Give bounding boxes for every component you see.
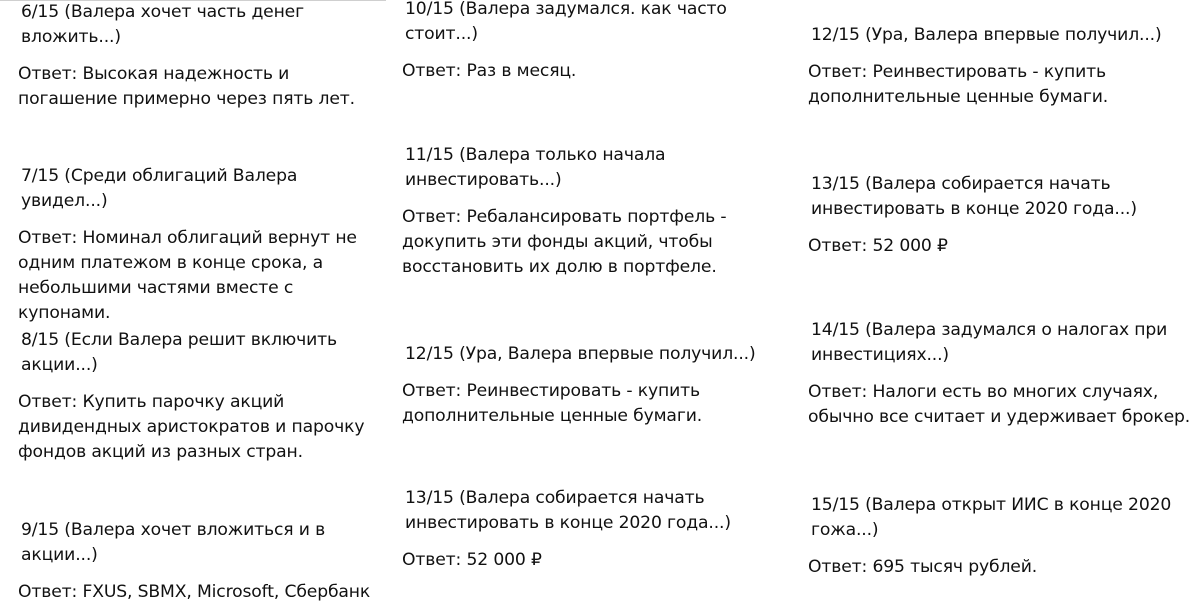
quiz-card-14	[808, 318, 1193, 430]
question-text: 12/15 (Ура, Валера впервые получил...)	[811, 25, 1162, 45]
question-text: 14/15 (Валера задумался о налогах при инвестициях...)	[811, 320, 1168, 365]
question-text: 10/15 (Валера задумался. как часто стоит...)	[405, 0, 727, 44]
answer-text: Ответ: FXUS, SBMX, Microsoft, Сбербанк	[18, 582, 371, 602]
quiz-card-6	[18, 0, 388, 112]
quiz-card-11	[402, 143, 782, 280]
column-left	[18, 0, 388, 604]
question-text: 13/15 (Валера собирается начать инвестировать в конце 2020 года...)	[811, 174, 1137, 219]
answer-text: Ответ: Купить парочку акций дивидендных аристократов и парочку фондов акций из разных стран.	[18, 392, 365, 462]
quiz-card-7	[18, 164, 388, 326]
answer-text: Ответ: Ребалансировать портфель - докупить эти фонды акций, чтобы восстановить их долю в портфеле.	[402, 207, 727, 277]
answer-text: Ответ: Раз в месяц.	[402, 61, 577, 81]
answer-text: Ответ: Номинал облигаций вернут не одним платежом в конце срока, а небольшими частями вместе с купонами.	[18, 228, 357, 323]
answer-text: Ответ: Высокая надежность и погашение примерно через пять лет.	[18, 64, 355, 109]
answer-text: Ответ: Налоги есть во многих случаях, обычно все считает и удерживает брокер.	[808, 382, 1191, 427]
question-text: 9/15 (Валера хочет вложиться и в акции...)	[21, 520, 326, 565]
quiz-card-12-repeat	[808, 23, 1193, 110]
quiz-card-12	[402, 342, 782, 429]
quiz-card-13-repeat	[808, 172, 1193, 259]
quiz-card-15	[808, 493, 1193, 580]
question-text: 6/15 (Валера хочет часть денег вложить...)	[21, 2, 304, 47]
answer-text: Ответ: 52 000 ₽	[808, 236, 948, 256]
answer-text: Ответ: 695 тысяч рублей.	[808, 557, 1038, 577]
answer-text: Ответ: Реинвестировать - купить дополнительные ценные бумаги.	[808, 62, 1109, 107]
answer-text: Ответ: Реинвестировать - купить дополнительные ценные бумаги.	[402, 381, 703, 426]
column-middle	[402, 0, 782, 604]
column-right	[808, 0, 1193, 604]
quiz-card-9	[18, 518, 388, 605]
question-text: 8/15 (Если Валера решит включить акции...)	[21, 330, 337, 375]
question-text: 7/15 (Среди облигаций Валера увидел...)	[21, 166, 298, 211]
question-text: 15/15 (Валера открыт ИИС в конце 2020 гожа...)	[811, 495, 1172, 540]
answer-text: Ответ: 52 000 ₽	[402, 550, 542, 570]
quiz-card-8	[18, 328, 388, 465]
quiz-card-10	[402, 0, 782, 84]
question-text: 11/15 (Валера только начала инвестировать...)	[405, 145, 666, 190]
quiz-card-13	[402, 486, 782, 573]
question-text: 12/15 (Ура, Валера впервые получил...)	[405, 344, 756, 364]
question-text: 13/15 (Валера собирается начать инвестировать в конце 2020 года...)	[405, 488, 731, 533]
